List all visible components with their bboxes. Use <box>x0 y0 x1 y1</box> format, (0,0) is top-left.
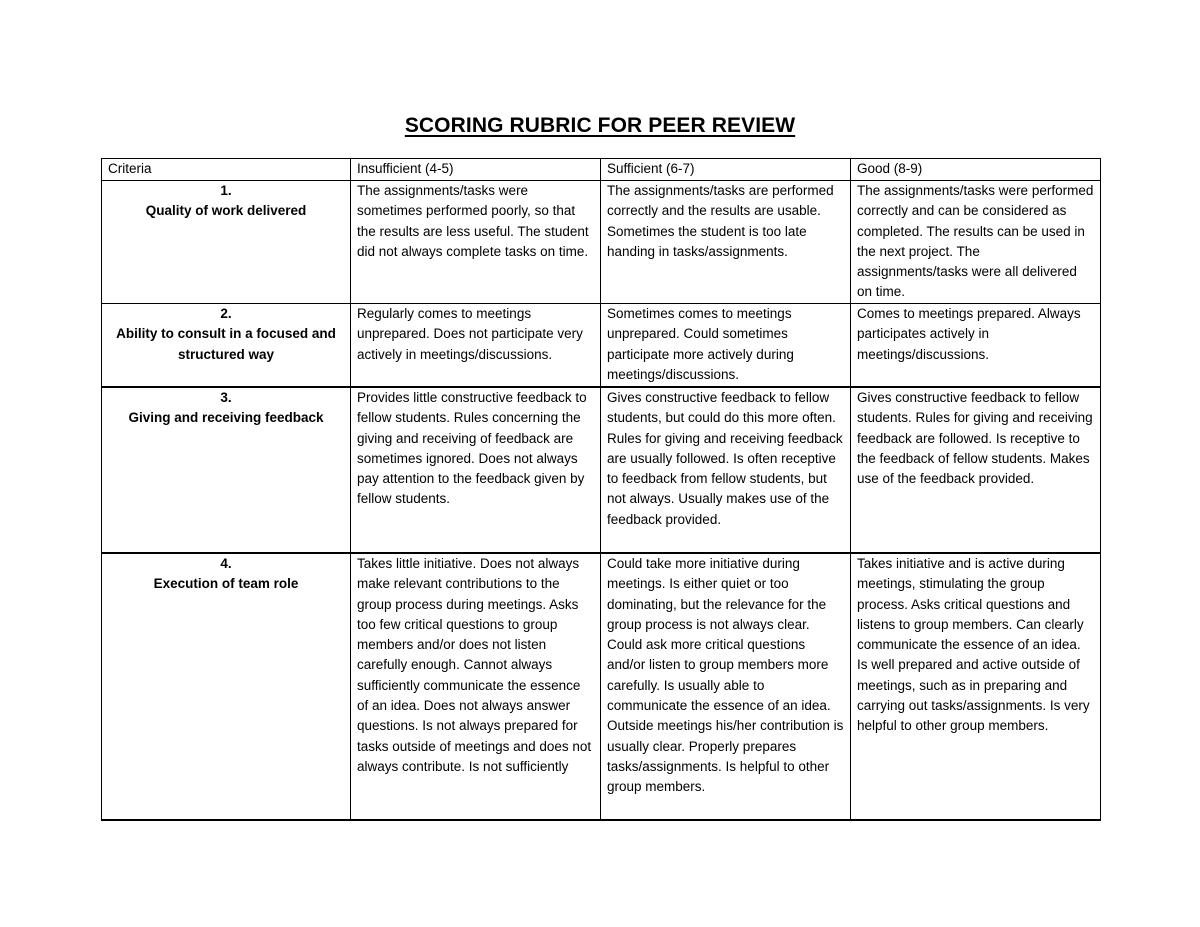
table-header-row <box>102 159 1101 181</box>
criterion-name: Execution of team role <box>153 576 299 592</box>
page-title: SCORING RUBRIC FOR PEER REVIEW <box>404 114 796 137</box>
sufficient-cell: Sometimes comes to meetings unprepared. Could sometimes participate more actively during meetings/discussions. <box>601 304 851 388</box>
criterion-cell <box>102 387 351 553</box>
good-cell: Comes to meetings prepared. Always participates actively in meetings/discussions. <box>851 304 1101 388</box>
insufficient-cell: Takes little initiative. Does not always make relevant contributions to the group process during meetings. Asks too few critical questions to group members and/or does not listen carefully enough. Cannot always sufficiently communicate the essence of an idea. Does not always answer questions. Is not always prepared for tasks outside of meetings and does not always contribute. Is not sufficiently <box>351 553 601 820</box>
table-row <box>102 304 1101 388</box>
criterion-cell <box>102 181 351 304</box>
criterion-name: Giving and receiving feedback <box>128 410 324 426</box>
header-sufficient: Sufficient (6-7) <box>601 159 851 181</box>
criterion-number: 3. <box>220 390 232 405</box>
header-good: Good (8-9) <box>851 159 1101 181</box>
table-row <box>102 553 1101 820</box>
table-row <box>102 181 1101 304</box>
good-cell: Takes initiative and is active during meetings, stimulating the group process. Asks critical questions and listens to group members. Can clearly communicate the essence of an idea. Is well prepared and active outside of meetings, such as in preparing and carrying out tasks/assignments. Is very helpful to other group members. <box>851 553 1101 820</box>
sufficient-cell: The assignments/tasks are performed correctly and the results are usable. Sometimes the student is too late handing in tasks/assignments. <box>601 181 851 304</box>
header-criteria: Criteria <box>102 159 351 181</box>
criterion-name: Quality of work delivered <box>145 203 307 219</box>
criterion-name: Ability to consult in a focused and structured way <box>116 326 336 362</box>
criterion-number: 2. <box>220 306 232 321</box>
criterion-number: 4. <box>220 556 232 571</box>
good-cell: The assignments/tasks were performed correctly and can be considered as completed. The results can be used in the next project. The assignments/tasks were all delivered on time. <box>851 181 1101 304</box>
criterion-cell <box>102 553 351 820</box>
good-cell: Gives constructive feedback to fellow students. Rules for giving and receiving feedback are followed. Is receptive to the feedback of fellow students. Makes use of the feedback provided. <box>851 387 1101 553</box>
table-row <box>102 387 1101 553</box>
insufficient-cell: Provides little constructive feedback to fellow students. Rules concerning the giving and receiving of feedback are sometimes ignored. Does not always pay attention to the feedback given by fellow students. <box>351 387 601 553</box>
insufficient-cell: The assignments/tasks were sometimes performed poorly, so that the results are less useful. The student did not always complete tasks on time. <box>351 181 601 304</box>
criterion-number: 1. <box>220 183 232 198</box>
sufficient-cell: Gives constructive feedback to fellow students, but could do this more often. Rules for giving and receiving feedback are usually followed. Is often receptive to feedback from fellow students, but not always. Usually makes use of the feedback provided. <box>601 387 851 553</box>
header-insufficient: Insufficient (4-5) <box>351 159 601 181</box>
insufficient-cell: Regularly comes to meetings unprepared. Does not participate very actively in meetings/discussions. <box>351 304 601 388</box>
sufficient-cell: Could take more initiative during meetings. Is either quiet or too dominating, but the relevance for the group process is not always clear. Could ask more critical questions and/or listen to group members more carefully. Is usually able to communicate the essence of an idea. Outside meetings his/her contribution is usually clear. Properly prepares tasks/assignments. Is helpful to other group members. <box>601 553 851 820</box>
criterion-cell <box>102 304 351 388</box>
rubric-table <box>101 158 1101 821</box>
